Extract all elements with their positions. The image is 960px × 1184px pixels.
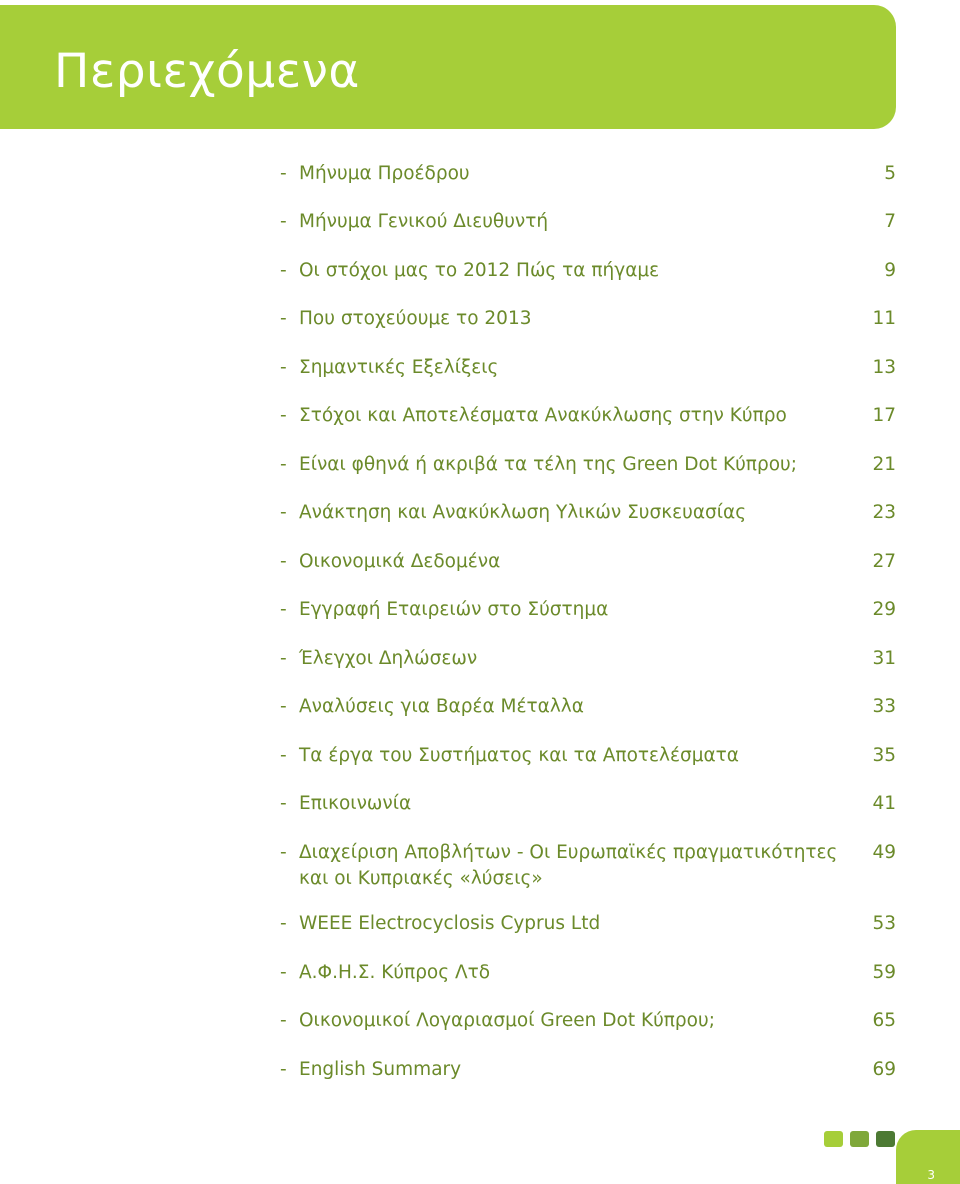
- toc-bullet: -: [280, 405, 287, 426]
- toc-label-line: Που στοχεύουμε το 2013: [299, 308, 532, 329]
- toc-label-line: WEEE Electrocyclosis Cyprus Ltd: [299, 913, 601, 934]
- toc-bullet: -: [280, 308, 287, 329]
- toc-page-number: 29: [872, 599, 896, 620]
- toc-page-number: 13: [872, 357, 896, 378]
- toc-label: [299, 500, 819, 526]
- toc-page-number: 11: [872, 308, 896, 329]
- toc-bullet: -: [280, 163, 287, 184]
- toc-label: [299, 258, 819, 284]
- toc-bullet: -: [280, 842, 287, 863]
- toc-page-number: 21: [872, 454, 896, 475]
- toc-page-number: 35: [872, 745, 896, 766]
- toc-label: [299, 1008, 819, 1034]
- toc-page-number: 31: [872, 648, 896, 669]
- toc-bullet: -: [280, 211, 287, 232]
- toc-bullet: -: [280, 648, 287, 669]
- toc-bullet: -: [280, 696, 287, 717]
- square-icon: [824, 1131, 843, 1147]
- toc-page-number: 7: [884, 211, 896, 232]
- toc-label-line: και οι Κυπριακές «λύσεις»: [299, 868, 543, 889]
- toc-label-line: Ανάκτηση και Ανακύκλωση Υλικών Συσκευασίας: [299, 502, 747, 523]
- toc-label: [299, 355, 819, 381]
- toc-page-number: 33: [872, 696, 896, 717]
- toc-bullet: -: [280, 551, 287, 572]
- toc-label-line: Στόχοι και Αποτελέσματα Ανακύκλωσης στην Κύπρο: [299, 405, 787, 426]
- toc-label-line: Οικονομικά Δεδομένα: [299, 551, 501, 572]
- toc-label-line: Σημαντικές Εξελίξεις: [299, 357, 499, 378]
- toc-page-number: 5: [884, 163, 896, 184]
- page-number-tab: [896, 1130, 960, 1184]
- toc-label: [299, 911, 819, 937]
- toc-bullet: -: [280, 260, 287, 281]
- toc-bullet: -: [280, 745, 287, 766]
- toc-label-line: Αναλύσεις για Βαρέα Μέταλλα: [299, 696, 584, 717]
- square-icon: [850, 1131, 869, 1147]
- toc-bullet: -: [280, 502, 287, 523]
- toc-page-number: 59: [872, 962, 896, 983]
- toc-bullet: -: [280, 357, 287, 378]
- toc-bullet: -: [280, 1010, 287, 1031]
- toc-page-number: 9: [884, 260, 896, 281]
- toc-label: [299, 743, 819, 769]
- toc-label: [299, 549, 819, 575]
- toc-label: [299, 209, 819, 235]
- toc-label: [299, 597, 819, 623]
- toc-page-number: 53: [872, 913, 896, 934]
- toc-label: [299, 840, 838, 892]
- toc-label-line: Τα έργα του Συστήματος και τα Αποτελέσματα: [299, 745, 739, 766]
- page-number: 3: [927, 1168, 935, 1182]
- toc-page-number: 69: [872, 1059, 896, 1080]
- toc-page-number: 49: [872, 842, 896, 863]
- toc-label: [299, 791, 819, 817]
- toc-label-line: Είναι φθηνά ή ακριβά τα τέλη της Green Dot Κύπρου;: [299, 454, 797, 475]
- toc-label: [299, 403, 819, 429]
- toc-page-number: 41: [872, 793, 896, 814]
- toc-label-line: Διαχείριση Αποβλήτων - Οι Ευρωπαϊκές πραγματικότητες: [299, 842, 838, 863]
- toc-label-line: Έλεγχοι Δηλώσεων: [299, 648, 478, 669]
- toc-label: [299, 161, 819, 187]
- toc-bullet: -: [280, 454, 287, 475]
- toc-label-line: English Summary: [299, 1059, 462, 1080]
- toc-page-number: 65: [872, 1010, 896, 1031]
- toc-label: [299, 646, 819, 672]
- toc-label: [299, 694, 819, 720]
- toc-label-line: Α.Φ.Η.Σ. Κύπρος Λτδ: [299, 962, 491, 983]
- toc-label: [299, 452, 819, 478]
- toc-bullet: -: [280, 913, 287, 934]
- toc-label-line: Μήνυμα Προέδρου: [299, 163, 470, 184]
- toc-label-line: Εγγραφή Εταιρειών στο Σύστημα: [299, 599, 609, 620]
- toc-page-number: 23: [872, 502, 896, 523]
- toc-page-number: 27: [872, 551, 896, 572]
- square-icon: [876, 1131, 895, 1147]
- toc-label: [299, 306, 819, 332]
- header-band: [0, 5, 896, 129]
- toc-bullet: -: [280, 599, 287, 620]
- toc-bullet: -: [280, 962, 287, 983]
- toc-label-line: Οι στόχοι μας το 2012 Πώς τα πήγαμε: [299, 260, 660, 281]
- toc-label: [299, 960, 819, 986]
- toc-bullet: -: [280, 1059, 287, 1080]
- page-title: Περιεχόμενα: [54, 44, 360, 99]
- toc-label: [299, 1057, 819, 1083]
- toc-page-number: 17: [872, 405, 896, 426]
- toc-label-line: Μήνυμα Γενικού Διευθυντή: [299, 211, 549, 232]
- toc-label-line: Οικονομικοί Λογαριασμοί Green Dot Κύπρου;: [299, 1010, 715, 1031]
- toc-label-line: Επικοινωνία: [299, 793, 412, 814]
- toc-bullet: -: [280, 793, 287, 814]
